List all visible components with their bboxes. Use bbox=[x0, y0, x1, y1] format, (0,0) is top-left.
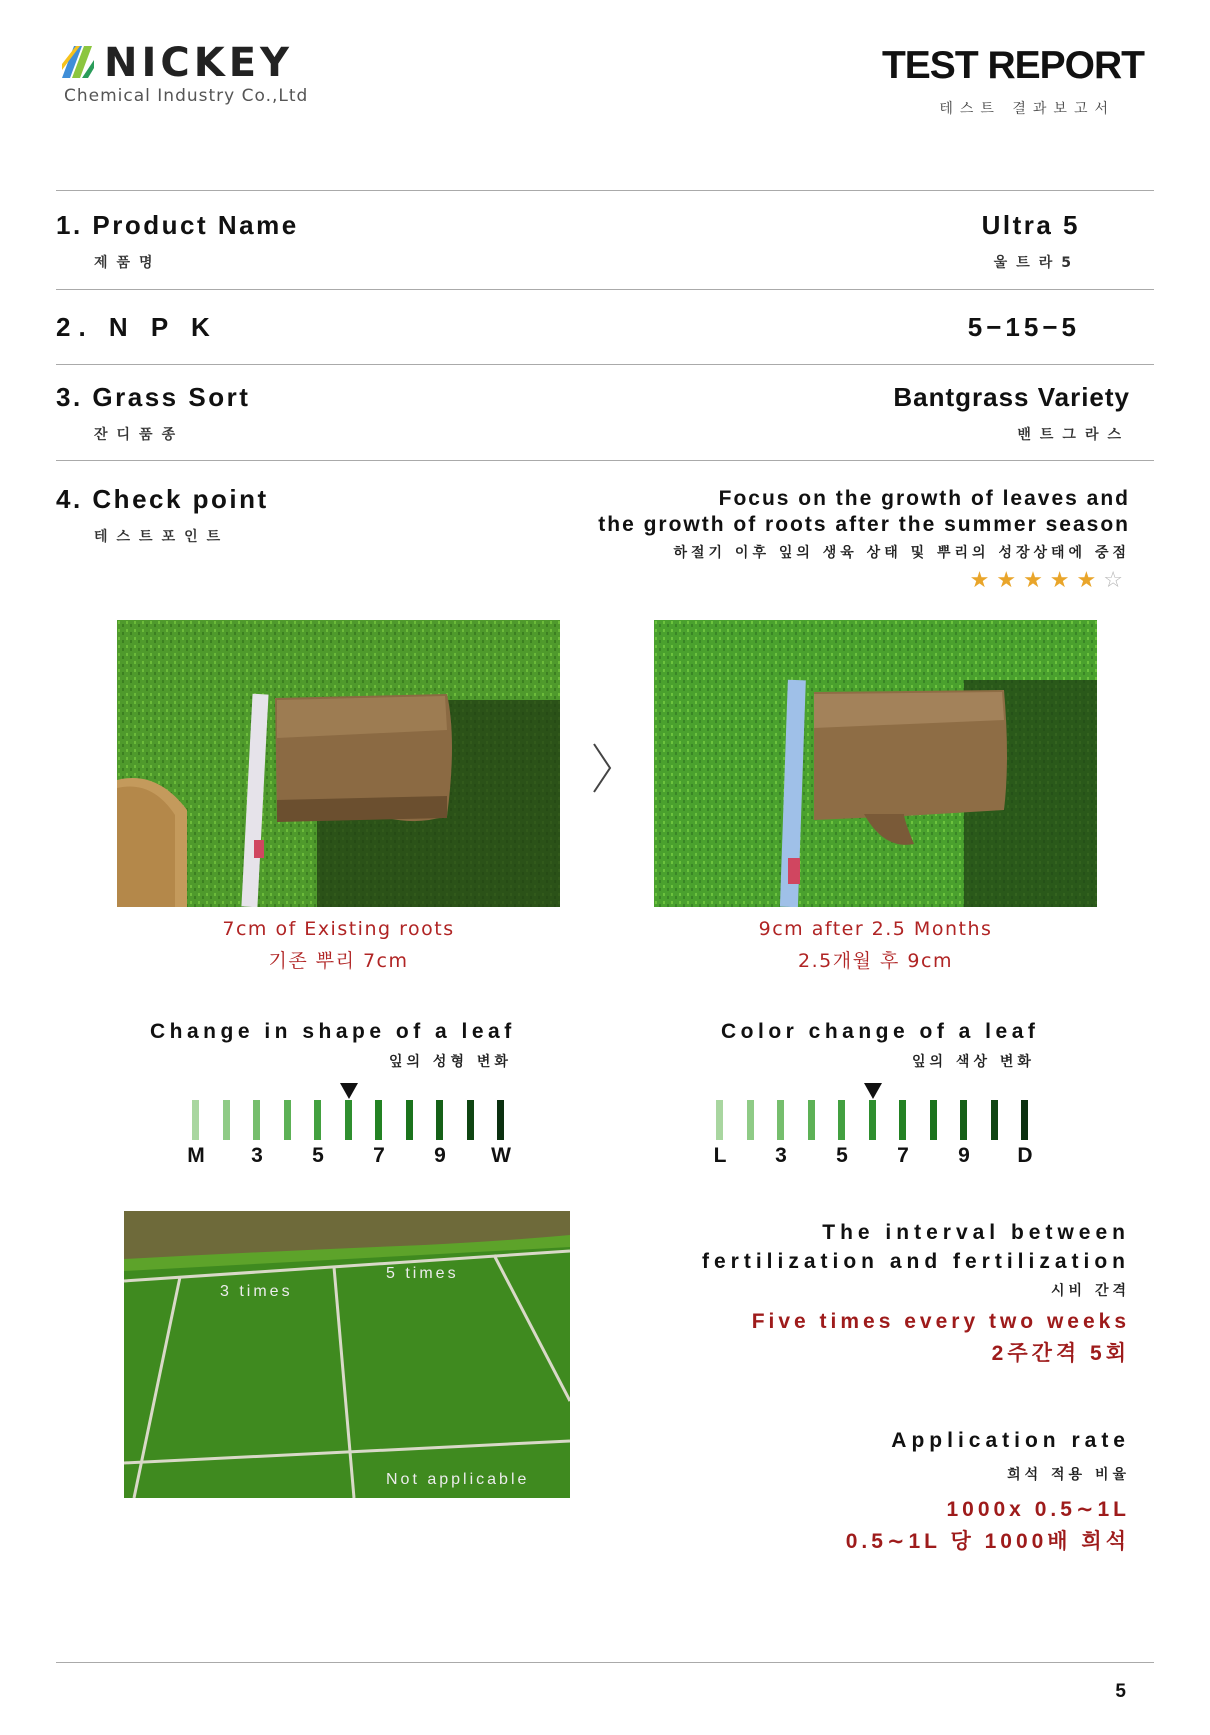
npk-label: 2. N P K bbox=[56, 312, 218, 342]
interval-title bbox=[702, 1218, 1130, 1276]
interval-value-english: Five times every two weeks bbox=[751, 1310, 1130, 1333]
grass-sort-label-korean: 잔디품종 bbox=[94, 427, 185, 443]
scale-tick-label: 9 bbox=[958, 1144, 970, 1167]
scale-tick-label: 7 bbox=[897, 1144, 909, 1167]
page-number: 5 bbox=[1115, 1681, 1126, 1702]
company-logo-icon bbox=[62, 46, 94, 78]
product-name-value-korean: 울트라5 bbox=[993, 255, 1080, 271]
leaf-color-title: Color change of a leaf bbox=[721, 1020, 1040, 1043]
star-empty-icon: ☆ bbox=[1103, 568, 1130, 593]
scale-bar bbox=[777, 1100, 784, 1140]
rating-stars bbox=[970, 568, 1130, 593]
scale-marker-icon bbox=[340, 1083, 358, 1099]
scale-bar bbox=[869, 1100, 876, 1140]
report-title-korean: 테스트 결과보고서 bbox=[939, 101, 1115, 117]
grass-sort-value-korean: 밴트그라스 bbox=[1017, 427, 1130, 443]
after-caption: 9cm after 2.5 Months bbox=[758, 918, 993, 940]
interval-title-korean: 시비 간격 bbox=[1051, 1283, 1130, 1299]
scale-tick-label: L bbox=[713, 1144, 727, 1167]
scale-tick-label: 5 bbox=[836, 1144, 848, 1167]
after-caption-korean: 2.5개월 후 9cm bbox=[798, 950, 953, 972]
field-plot-photo bbox=[124, 1211, 570, 1498]
application-rate-value bbox=[846, 1494, 1130, 1558]
scale-bar bbox=[223, 1100, 230, 1140]
npk-value: 5−15−5 bbox=[967, 312, 1080, 342]
application-rate-value-korean: 0.5∼1L 당 1000배 희석 bbox=[845, 1530, 1130, 1553]
scale-bar bbox=[467, 1100, 474, 1140]
check-point-label: 4. Check point bbox=[56, 484, 269, 514]
scale-bar bbox=[436, 1100, 443, 1140]
scale-tick-label: 5 bbox=[312, 1144, 324, 1167]
product-name-label: 1. Product Name bbox=[56, 210, 299, 240]
before-caption-korean: 기존 뿌리 7cm bbox=[268, 950, 409, 972]
star-filled-icon: ★ bbox=[1049, 568, 1077, 593]
before-caption: 7cm of Existing roots bbox=[222, 918, 455, 940]
grass-sort-value: Bantgrass Variety bbox=[893, 382, 1130, 412]
chevron-right-icon bbox=[592, 742, 612, 794]
scale-bar bbox=[192, 1100, 199, 1140]
root-photo-before bbox=[117, 620, 560, 907]
scale-bar bbox=[253, 1100, 260, 1140]
check-point-description bbox=[598, 486, 1130, 538]
scale-tick-label: 7 bbox=[373, 1144, 385, 1167]
scale-bar bbox=[960, 1100, 967, 1140]
divider bbox=[56, 289, 1154, 290]
scale-bar bbox=[899, 1100, 906, 1140]
company-name: NICKEY bbox=[104, 40, 293, 86]
scale-tick-label: 3 bbox=[251, 1144, 263, 1167]
plot-label-left: 3 times bbox=[220, 1283, 293, 1300]
application-rate-title: Application rate bbox=[891, 1429, 1130, 1452]
leaf-shape-title-korean: 잎의 성형 변화 bbox=[389, 1054, 512, 1070]
scale-bar bbox=[345, 1100, 352, 1140]
scale-tick-label: 9 bbox=[434, 1144, 446, 1167]
application-rate-title-korean: 희석 적용 비율 bbox=[1007, 1467, 1130, 1483]
interval-title-line-2: fertilization and fertilization bbox=[701, 1250, 1130, 1273]
scale-tick-label: M bbox=[187, 1144, 205, 1167]
application-rate-value-english: 1000x 0.5∼1L bbox=[946, 1498, 1130, 1521]
leaf-color-title-korean: 잎의 색상 변화 bbox=[912, 1054, 1035, 1070]
check-point-line-1: Focus on the growth of leaves and bbox=[718, 487, 1130, 510]
scale-bar bbox=[406, 1100, 413, 1140]
scale-bar bbox=[497, 1100, 504, 1140]
scale-bar bbox=[716, 1100, 723, 1140]
grass-sort-label: 3. Grass Sort bbox=[56, 382, 251, 412]
scale-bar bbox=[1021, 1100, 1028, 1140]
scale-bar bbox=[284, 1100, 291, 1140]
scale-bar bbox=[808, 1100, 815, 1140]
divider bbox=[56, 364, 1154, 365]
product-name-label-korean: 제품명 bbox=[94, 255, 162, 271]
star-filled-icon: ★ bbox=[1076, 568, 1104, 593]
star-filled-icon: ★ bbox=[1023, 568, 1050, 593]
interval-value-korean: 2주간격 5회 bbox=[991, 1342, 1130, 1365]
product-name-value: Ultra 5 bbox=[981, 210, 1080, 240]
interval-value bbox=[752, 1306, 1130, 1370]
footer-divider bbox=[56, 1662, 1154, 1663]
scale-tick-label: 3 bbox=[775, 1144, 787, 1167]
scale-bar bbox=[838, 1100, 845, 1140]
check-point-line-2: the growth of roots after the summer season bbox=[598, 513, 1130, 536]
scale-marker-icon bbox=[864, 1083, 882, 1099]
plot-label-right: 5 times bbox=[386, 1265, 459, 1282]
divider bbox=[56, 460, 1154, 461]
interval-title-line-1: The interval between bbox=[822, 1221, 1130, 1244]
divider bbox=[56, 190, 1154, 191]
leaf-shape-title: Change in shape of a leaf bbox=[150, 1020, 516, 1043]
check-point-label-korean: 테스트포인트 bbox=[94, 529, 230, 545]
scale-bar bbox=[375, 1100, 382, 1140]
scale-tick-label: D bbox=[1017, 1144, 1033, 1167]
scale-bar bbox=[314, 1100, 321, 1140]
scale-bar bbox=[747, 1100, 754, 1140]
star-filled-icon: ★ bbox=[996, 568, 1024, 593]
report-title: TEST REPORT bbox=[881, 44, 1144, 87]
scale-tick-label: W bbox=[491, 1144, 511, 1167]
star-filled-icon: ★ bbox=[969, 568, 997, 593]
check-point-description-korean: 하절기 이후 잎의 생육 상태 및 뿌리의 성장상태에 중점 bbox=[673, 545, 1130, 561]
scale-bar bbox=[930, 1100, 937, 1140]
scale-bar bbox=[991, 1100, 998, 1140]
root-photo-after bbox=[654, 620, 1097, 907]
company-subtitle: Chemical Industry Co.,Ltd bbox=[64, 86, 309, 106]
plot-label-bottom: Not applicable bbox=[386, 1471, 530, 1488]
